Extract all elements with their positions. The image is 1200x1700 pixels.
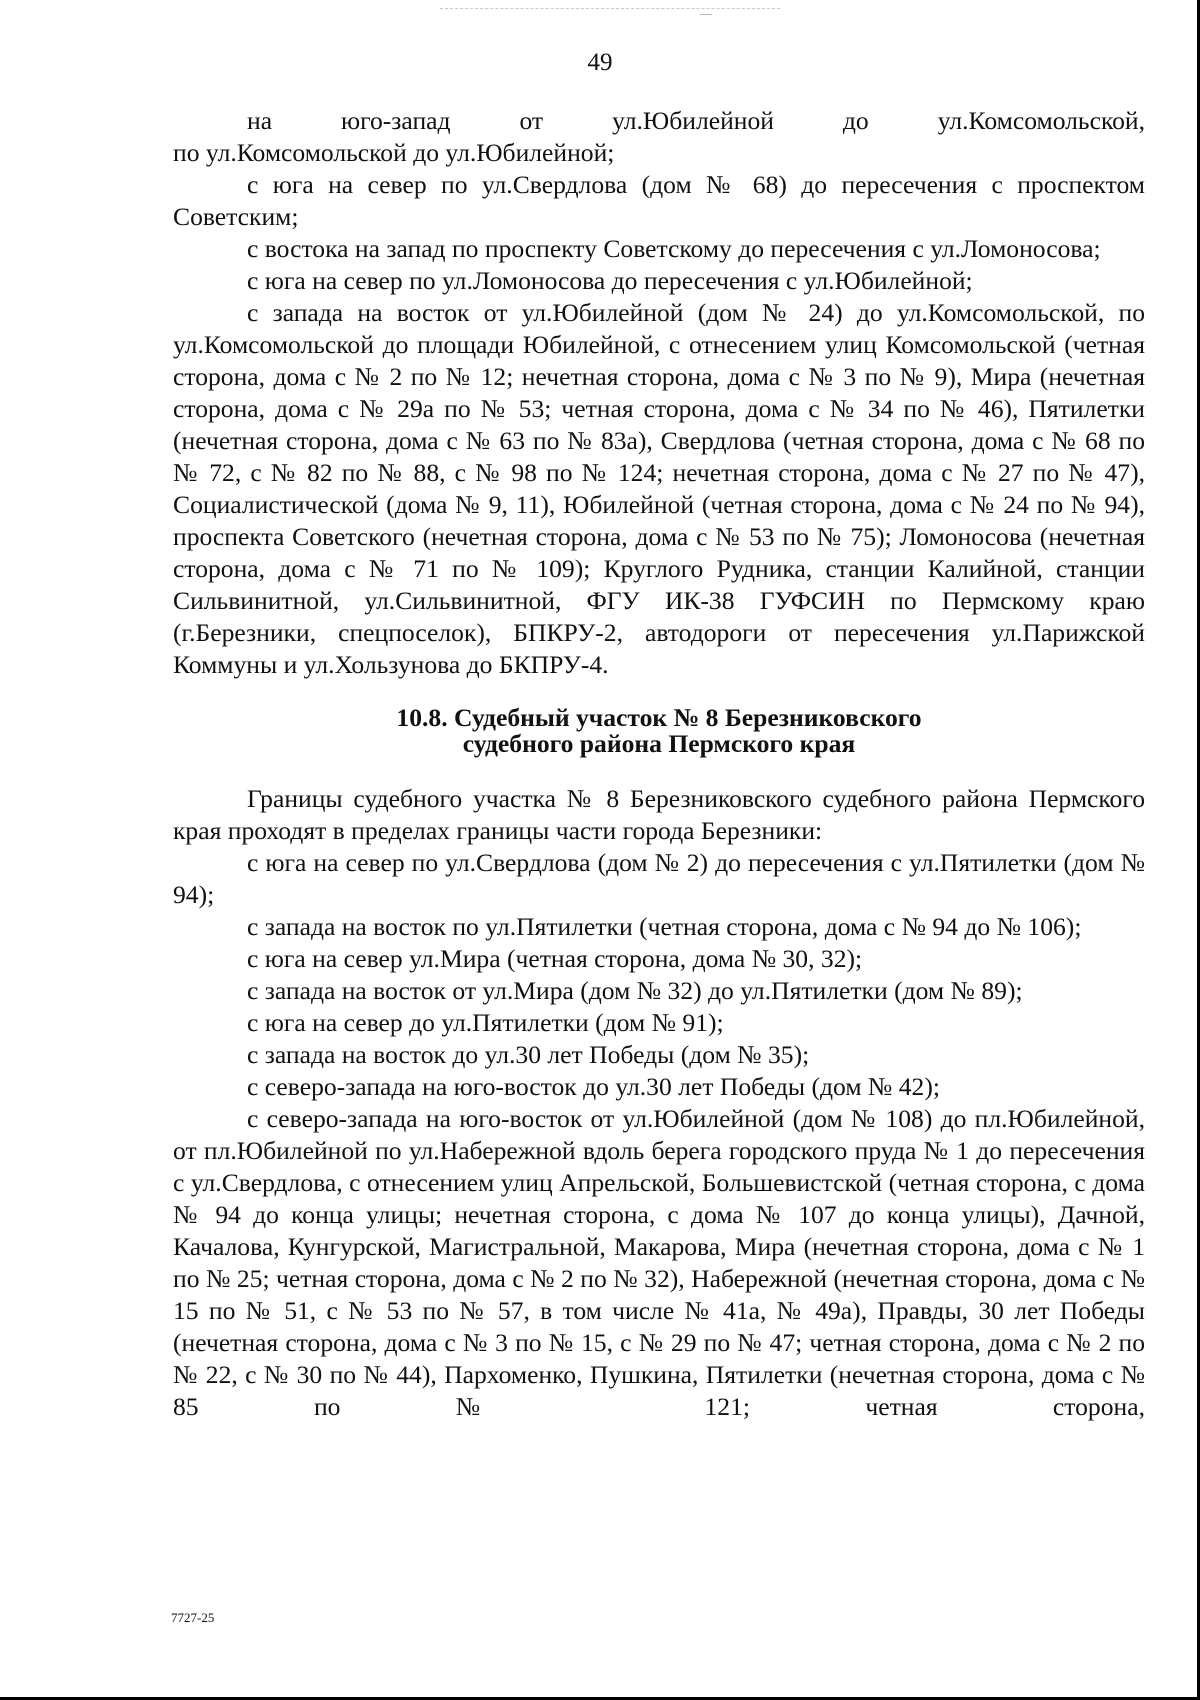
- paragraph: с запада на восток до ул.30 лет Победы (дом № 35);: [247, 1040, 810, 1069]
- scan-tick: [700, 14, 712, 15]
- page-number: 49: [587, 49, 613, 76]
- scan-mark: [440, 8, 780, 9]
- document-body: [173, 105, 1145, 1423]
- paragraphs-before-heading: [173, 105, 1145, 681]
- paragraph: с запада на восток по ул.Пятилетки (четная сторона, дома с № 94 до № 106);: [247, 912, 1082, 941]
- paragraph: с запада на восток от ул.Юбилейной (дом № 24) до ул.Комсомольской, по ул.Комсомольской до площади Юбилейной, с отнесением улиц Комсомольской (четная сторона, дома с № 2 по № 12; нечетная сторона, дома с № 3 по № 9), Мира (нечетная сторона, дома с № 29а по № 53; четная сторона, дома с № 34 по № 46), Пятилетки (нечетная сторона, дома с № 63 по № 83а), Свердлова (четная сторона, дома с № 68 по № 72, с № 82 по № 88, с № 98 по № 124; нечетная сторона, дома с № 27 по № 47), Социалистической (дома № 9, 11), Юбилейной (четная сторона, дома с № 24 по № 94), проспекта Советского (нечетная сторона, дома с № 53 по № 75); Ломоносова (нечетная сторона, дома с № 71 по № 109); Круглого Рудника, станции Калийной, станции Сильвинитной, ул.Сильвинитной, ФГУ ИК-38 ГУФСИН по Пермскому краю (г.Березники, спецпоселок), БПКРУ-2, автодороги от пересечения ул.Парижской Коммуны и ул.Хользунова до БКПРУ-4.: [173, 298, 1145, 679]
- paragraph: с юга на север по ул.Свердлова (дом № 2) до пересечения с ул.Пятилетки (дом № 94);: [173, 848, 1145, 909]
- document-code: 7727-25: [171, 1610, 215, 1625]
- paragraph: по ул.Комсомольской до ул.Юбилейной;: [173, 138, 615, 167]
- paragraph: на юго-запад от ул.Юбилейной до ул.Комсомольской,: [247, 106, 1145, 135]
- paragraph: с северо-запада на юго-восток от ул.Юбилейной (дом № 108) до пл.Юбилейной, от пл.Юбилейной по ул.Набережной вдоль берега городского пруда № 1 до пересечения с ул.Свердлова, с отнесением улиц Апрельской, Большевистской (четная сторона, с дома № 94 до конца улицы; нечетная сторона, с дома № 107 до конца улицы), Дачной, Качалова, Кунгурской, Магистральной, Макарова, Мира (нечетная сторона, дома с № 1 по № 25; четная сторона, дома с № 2 по № 32), Набережной (нечетная сторона, дома с № 15 по № 51, с № 53 по № 57, в том числе № 41а, № 49а), Правды, 30 лет Победы (нечетная сторона, дома с № 3 по № 15, с № 29 по № 47; четная сторона, дома с № 2 по № 22, с № 30 по № 44), Пархоменко, Пушкина, Пятилетки (нечетная сторона, дома с № 85 по № 121; четная сторона,: [173, 1104, 1145, 1421]
- section-heading: [173, 705, 1145, 757]
- paragraph: с запада на восток от ул.Мира (дом № 32) до ул.Пятилетки (дом № 89);: [247, 976, 1023, 1005]
- section-heading-line-1: 10.8. Судебный участок № 8 Березниковского: [396, 703, 922, 732]
- section-heading-line-2: судебного района Пермского края: [462, 729, 856, 758]
- paragraph: с юга на север до ул.Пятилетки (дом № 91);: [247, 1008, 724, 1037]
- paragraph: с юга на север по ул.Ломоносова до пересечения с ул.Юбилейной;: [247, 266, 973, 295]
- paragraph: с востока на запад по проспекту Советскому до пересечения с ул.Ломоносова;: [247, 234, 1101, 263]
- paragraph: Границы судебного участка № 8 Березниковского судебного района Пермского края проходят в пределах границы части города Березники:: [173, 784, 1145, 845]
- paragraph: с юга на север по ул.Свердлова (дом № 68) до пересечения с проспектом Советским;: [173, 170, 1145, 231]
- paragraphs-after-heading: [173, 783, 1145, 1423]
- paragraph: с северо-запада на юго-восток до ул.30 лет Победы (дом № 42);: [247, 1072, 940, 1101]
- paragraph: с юга на север ул.Мира (четная сторона, дома № 30, 32);: [247, 944, 863, 973]
